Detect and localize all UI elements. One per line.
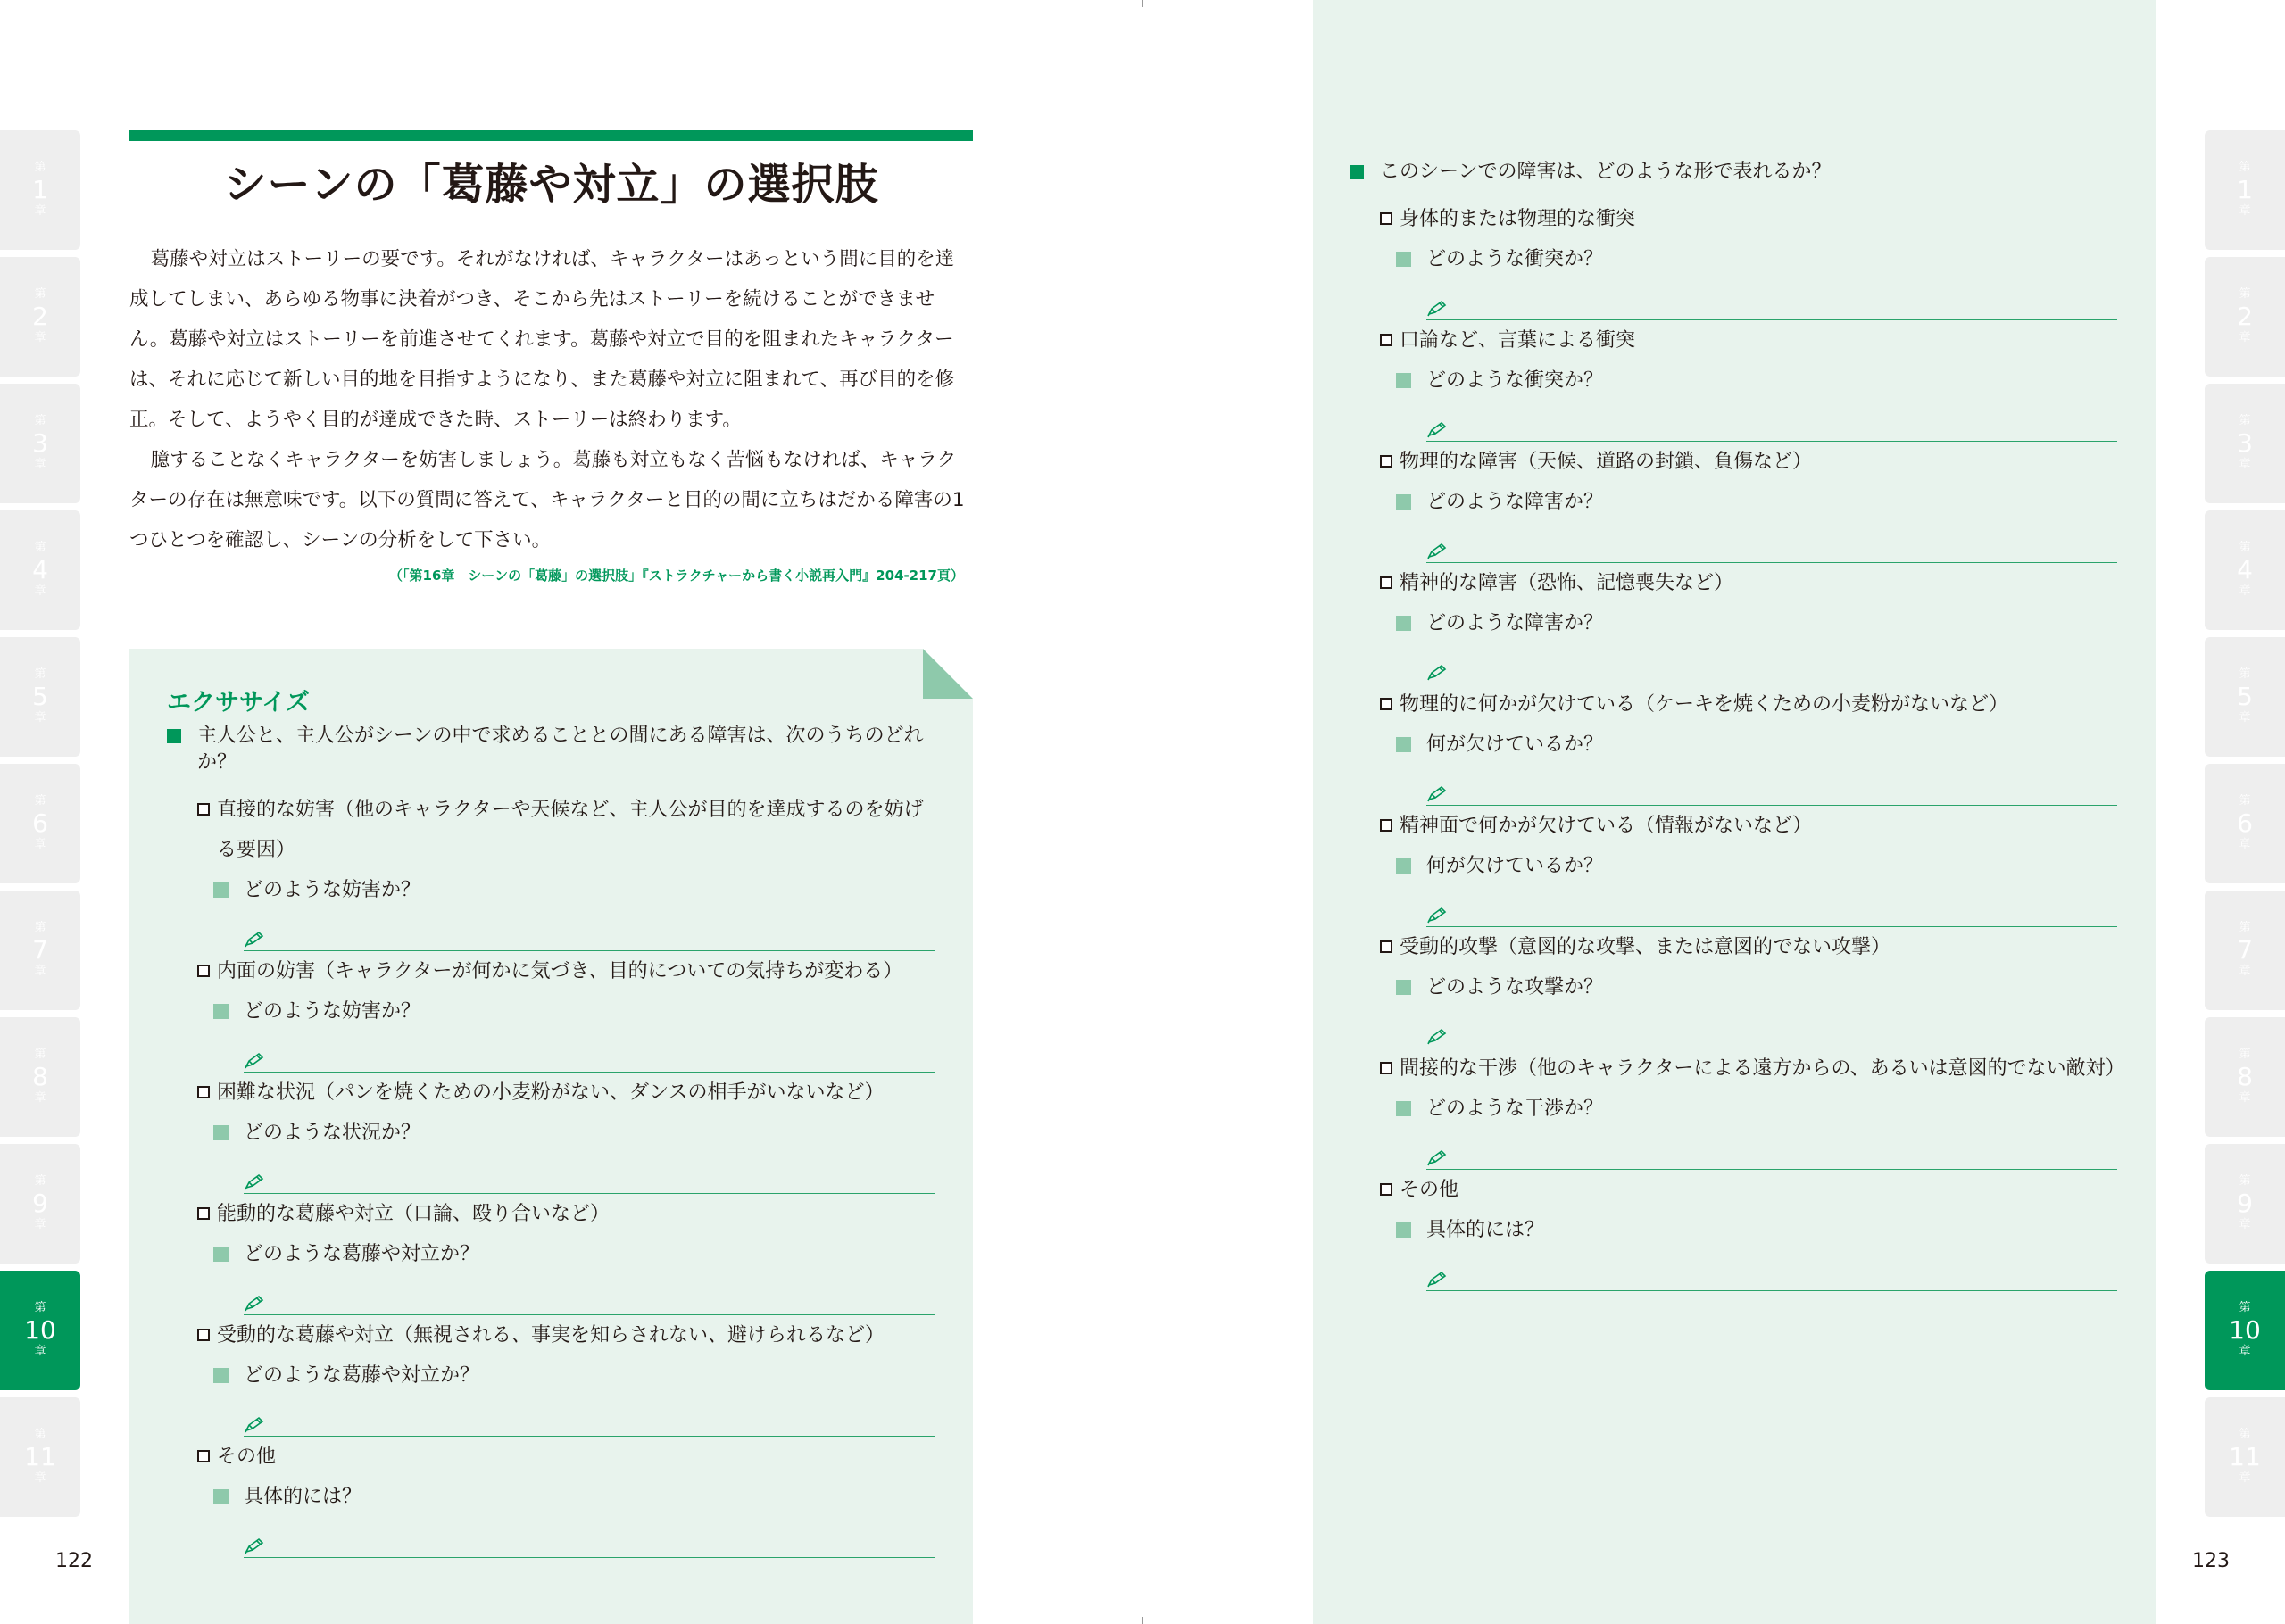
- chapter-tab-prefix: 第: [2239, 287, 2251, 302]
- answer-line[interactable]: [1426, 1007, 2117, 1048]
- chapter-tab-number: 7: [2237, 934, 2253, 965]
- option-item[interactable]: [1378, 927, 2117, 967]
- pencil-icon: [1426, 1148, 1450, 1166]
- pencil-icon: [244, 1051, 267, 1069]
- option-item[interactable]: [1378, 1170, 2117, 1210]
- answer-line[interactable]: [244, 910, 935, 951]
- chapter-tab-5[interactable]: [2205, 637, 2285, 757]
- folded-corner: [923, 649, 973, 699]
- pencil-icon: [244, 930, 267, 948]
- checkbox-icon[interactable]: [1380, 1183, 1392, 1196]
- chapter-tab-prefix: 第: [2239, 1428, 2251, 1442]
- checkbox-icon[interactable]: [197, 1450, 210, 1462]
- pencil-icon: [1426, 663, 1450, 681]
- question-text: 主人公と、主人公がシーンの中で求めることとの間にある障害は、次のうちのどれか？: [197, 725, 924, 774]
- checkbox-icon[interactable]: [1380, 698, 1392, 710]
- sub-question-text: どのような妨害か？: [244, 1000, 421, 1023]
- chapter-tab-2[interactable]: [2205, 257, 2285, 377]
- chapter-tab-suffix: 章: [2239, 458, 2251, 472]
- answer-line[interactable]: [1426, 765, 2117, 806]
- chapter-tab-number: 6: [2237, 808, 2253, 838]
- right-question-list: [1350, 159, 2125, 1291]
- checkbox-icon[interactable]: [1380, 334, 1392, 346]
- chapter-tab-number: 4: [32, 554, 48, 584]
- pencil-icon: [1426, 1027, 1450, 1045]
- chapter-tab-number: 7: [32, 934, 48, 965]
- exercise-question-list: [167, 723, 935, 1558]
- chapter-tab-8[interactable]: [0, 1017, 80, 1137]
- chapter-tab-2[interactable]: [0, 257, 80, 377]
- chapter-tab-number: 3: [32, 427, 48, 458]
- sub-question: [1396, 1210, 2117, 1250]
- square-bullet-icon: [213, 1368, 228, 1383]
- chapter-tab-number: 11: [2229, 1441, 2261, 1471]
- chapter-tab-10[interactable]: [2205, 1271, 2285, 1390]
- sub-question: [213, 1477, 935, 1517]
- chapter-tab-suffix: 章: [2239, 1471, 2251, 1486]
- option-item[interactable]: [1378, 806, 2117, 846]
- option-label: 間接的な干渉（他のキャラクターによる遠方からの、あるいは意図的でない敵対）: [1400, 1057, 2125, 1080]
- sub-question-text: どのような妨害か？: [244, 879, 421, 901]
- chapter-tab-prefix: 第: [2239, 667, 2251, 682]
- square-bullet-icon: [1396, 1101, 1411, 1116]
- chapter-tab-suffix: 章: [34, 1471, 46, 1486]
- chapter-tab-8[interactable]: [2205, 1017, 2285, 1137]
- sub-question-text: どのような干渉か？: [1426, 1098, 1604, 1120]
- page-number: 123: [2192, 1550, 2230, 1572]
- sub-question: [213, 870, 935, 910]
- option-label: 受動的な葛藤や対立（無視される、事実を知らされない、避けられるなど）: [217, 1324, 885, 1346]
- pencil-icon: [1426, 1270, 1450, 1288]
- answer-line[interactable]: [1426, 401, 2117, 442]
- chapter-tab-prefix: 第: [2239, 414, 2251, 428]
- square-bullet-icon: [1396, 252, 1411, 267]
- chapter-tab-9[interactable]: [2205, 1144, 2285, 1264]
- chapter-tab-prefix: 第: [2239, 1048, 2251, 1062]
- chapter-tab-suffix: 章: [34, 204, 46, 219]
- chapter-tab-number: 6: [32, 808, 48, 838]
- chapter-tab-number: 5: [2237, 681, 2253, 711]
- option-item[interactable]: [195, 1194, 935, 1234]
- chapter-tab-suffix: 章: [34, 1218, 46, 1232]
- square-bullet-icon: [1396, 373, 1411, 388]
- sub-question-text: どのような攻撃か？: [1426, 976, 1604, 998]
- chapter-tab-prefix: 第: [34, 1048, 46, 1062]
- sub-question: [213, 1234, 935, 1274]
- chapter-tab-number: 10: [2229, 1314, 2261, 1345]
- chapter-tab-3[interactable]: [2205, 384, 2285, 503]
- chapter-tab-prefix: 第: [34, 921, 46, 935]
- answer-line[interactable]: [244, 1396, 935, 1437]
- answer-line[interactable]: [1426, 522, 2117, 563]
- answer-line[interactable]: [1426, 643, 2117, 684]
- sub-question: [213, 1113, 935, 1153]
- intro-paragraph: 葛藤や対立はストーリーの要です。それがなければ、キャラクターはあっという間に目的を達成してしまい、あらゆる物事に決着がつき、そこから先はストーリーを続けることができません。葛藤や対立はストーリーを前進させてくれます。葛藤や対立で目的を阻まれたキャラクターは、それに応じて新しい目的地を目指すようになり、また葛藤や対立に阻まれて、再び目的を修正。そして、ようやく目的が達成できた時、ストーリーは終わります。: [129, 248, 955, 431]
- answer-line[interactable]: [244, 1274, 935, 1315]
- pencil-icon: [244, 1172, 267, 1190]
- chapter-tab-7[interactable]: [0, 891, 80, 1010]
- chapter-tab-suffix: 章: [2239, 1091, 2251, 1106]
- chapter-tab-suffix: 章: [2239, 711, 2251, 725]
- chapter-tab-suffix: 章: [34, 1091, 46, 1106]
- chapter-tab-prefix: 第: [34, 414, 46, 428]
- chapter-tab-4[interactable]: [2205, 510, 2285, 630]
- sub-question-text: 何が欠けているか？: [1426, 855, 1604, 877]
- option-label: 身体的または物理的な衝突: [1400, 208, 1636, 230]
- chapter-tab-6[interactable]: [2205, 764, 2285, 883]
- citation: （「第16章 シーンの「葛藤」の選択肢」『ストラクチャーから書く小説再入門』204-217頁）: [389, 568, 964, 584]
- exercise-panel: [129, 649, 973, 1624]
- sub-question-text: 具体的には？: [244, 1486, 362, 1508]
- chapter-tab-suffix: 章: [34, 838, 46, 852]
- chapter-tab-suffix: 章: [34, 711, 46, 725]
- chapter-tab-4[interactable]: [0, 510, 80, 630]
- page-title: シーンの「葛藤や対立」の選択肢: [223, 160, 879, 210]
- answer-line[interactable]: [1426, 886, 2117, 927]
- checkbox-icon[interactable]: [197, 965, 210, 977]
- pencil-icon: [244, 1415, 267, 1433]
- chapter-tab-prefix: 第: [34, 161, 46, 175]
- sub-question: [1396, 239, 2117, 279]
- chapter-tab-5[interactable]: [0, 637, 80, 757]
- option-item[interactable]: [1378, 684, 2117, 725]
- chapter-tab-number: 2: [2237, 301, 2253, 331]
- sub-question-text: 具体的には？: [1426, 1219, 1545, 1241]
- pencil-icon: [1426, 420, 1450, 438]
- option-label: 口論など、言葉による衝突: [1400, 329, 1636, 352]
- chapter-tab-number: 8: [32, 1061, 48, 1091]
- question: [167, 723, 935, 776]
- chapter-tab-prefix: 第: [34, 794, 46, 808]
- pencil-icon: [1426, 906, 1450, 924]
- chapter-tab-suffix: 章: [2239, 584, 2251, 599]
- answer-line[interactable]: [244, 1032, 935, 1073]
- option-label: 精神面で何かが欠けている（情報がないなど）: [1400, 815, 1813, 837]
- chapter-tab-prefix: 第: [34, 1301, 46, 1315]
- chapter-tab-suffix: 章: [2239, 331, 2251, 345]
- option-item[interactable]: [1378, 1048, 2125, 1089]
- option-item[interactable]: [195, 1315, 935, 1355]
- option-item[interactable]: [1378, 320, 2117, 360]
- crop-mark: [1142, 0, 1143, 7]
- sub-question: [213, 991, 935, 1032]
- chapter-tab-9[interactable]: [0, 1144, 80, 1264]
- sub-question: [213, 1355, 935, 1396]
- chapter-tab-prefix: 第: [2239, 1301, 2251, 1315]
- chapter-tab-suffix: 章: [34, 331, 46, 345]
- chapter-tab-7[interactable]: [2205, 891, 2285, 1010]
- square-bullet-icon: [1350, 165, 1364, 179]
- checkbox-icon[interactable]: [197, 803, 210, 816]
- chapter-tab-prefix: 第: [2239, 1174, 2251, 1189]
- checkbox-icon[interactable]: [1380, 576, 1392, 589]
- checkbox-icon[interactable]: [197, 1207, 210, 1220]
- chapter-tab-number: 1: [32, 174, 48, 204]
- option-label: 精神的な障害（恐怖、記憶喪失など）: [1400, 572, 1734, 594]
- chapter-tab-10[interactable]: [0, 1271, 80, 1390]
- chapter-tab-number: 2: [32, 301, 48, 331]
- title-rule: [129, 130, 973, 141]
- sub-question: [1396, 603, 2117, 643]
- chapter-tab-number: 3: [2237, 427, 2253, 458]
- pencil-icon: [1426, 299, 1450, 317]
- square-bullet-icon: [213, 882, 228, 898]
- answer-line[interactable]: [244, 1517, 935, 1558]
- option-label: 能動的な葛藤や対立（口論、殴り合いなど）: [217, 1203, 611, 1225]
- sub-question: [1396, 1089, 2117, 1129]
- chapter-tab-prefix: 第: [2239, 161, 2251, 175]
- chapter-tab-suffix: 章: [34, 458, 46, 472]
- sub-question-text: 何が欠けているか？: [1426, 733, 1604, 756]
- chapter-tab-prefix: 第: [2239, 541, 2251, 555]
- sub-question-text: どのような葛藤や対立か？: [244, 1243, 480, 1265]
- option-item[interactable]: [195, 951, 935, 991]
- question-text: このシーンでの障害は、どのような形で表れるか？: [1380, 161, 1832, 183]
- exercise-heading: エクササイズ: [167, 689, 310, 717]
- checkbox-icon[interactable]: [1380, 455, 1392, 468]
- chapter-tab-11[interactable]: [0, 1397, 80, 1517]
- sub-question-text: どのような障害か？: [1426, 491, 1604, 513]
- sub-question-text: どのような葛藤や対立か？: [244, 1364, 480, 1387]
- checkbox-icon[interactable]: [1380, 819, 1392, 832]
- option-label: その他: [1400, 1179, 1459, 1201]
- chapter-tab-prefix: 第: [2239, 921, 2251, 935]
- chapter-tab-1[interactable]: [2205, 130, 2285, 250]
- intro-paragraph: 臆することなくキャラクターを妨害しましょう。葛藤も対立もなく苦悩もなければ、キャラクターの存在は無意味です。以下の質問に答えて、キャラクターと目的の間に立ちはだかる障害の1つひとつを確認し、シーンの分析をして下さい。: [129, 449, 965, 551]
- sub-question: [1396, 846, 2117, 886]
- option-label: 受動的攻撃（意図的な攻撃、または意図的でない攻撃）: [1400, 936, 1891, 958]
- sub-question: [1396, 482, 2117, 522]
- square-bullet-icon: [1396, 1222, 1411, 1238]
- chapter-tab-11[interactable]: [2205, 1397, 2285, 1517]
- sub-question-text: どのような衝突か？: [1426, 248, 1604, 270]
- chapter-tab-suffix: 章: [2239, 1345, 2251, 1359]
- sub-question: [1396, 360, 2117, 401]
- chapter-tab-1[interactable]: [0, 130, 80, 250]
- option-item[interactable]: [1378, 442, 2117, 482]
- option-item[interactable]: [195, 790, 935, 870]
- square-bullet-icon: [1396, 858, 1411, 874]
- chapter-tab-3[interactable]: [0, 384, 80, 503]
- chapter-tab-suffix: 章: [34, 584, 46, 599]
- answer-line[interactable]: [1426, 1129, 2117, 1170]
- square-bullet-icon: [1396, 980, 1411, 995]
- chapter-tab-number: 1: [2237, 174, 2253, 204]
- chapter-tab-6[interactable]: [0, 764, 80, 883]
- chapter-tab-number: 9: [2237, 1188, 2253, 1218]
- option-label: 物理的な障害（天候、道路の封鎖、負傷など）: [1400, 451, 1813, 473]
- page-number: 122: [55, 1550, 93, 1572]
- checkbox-icon[interactable]: [197, 1329, 210, 1341]
- pencil-icon: [244, 1294, 267, 1312]
- chapter-tab-number: 9: [32, 1188, 48, 1218]
- square-bullet-icon: [1396, 494, 1411, 510]
- chapter-tab-suffix: 章: [2239, 838, 2251, 852]
- chapter-tab-number: 4: [2237, 554, 2253, 584]
- chapter-tab-suffix: 章: [2239, 204, 2251, 219]
- answer-line[interactable]: [1426, 279, 2117, 320]
- option-item[interactable]: [1378, 563, 2117, 603]
- checkbox-icon[interactable]: [1380, 940, 1392, 953]
- chapter-tab-number: 5: [32, 681, 48, 711]
- chapter-tab-prefix: 第: [34, 1174, 46, 1189]
- sub-question-text: どのような障害か？: [1426, 612, 1604, 634]
- left-page: [0, 0, 1142, 1624]
- square-bullet-icon: [167, 729, 181, 743]
- crop-mark: [1142, 1617, 1143, 1624]
- square-bullet-icon: [213, 1489, 228, 1504]
- question: [1350, 159, 2117, 186]
- checkbox-icon[interactable]: [197, 1086, 210, 1098]
- option-item[interactable]: [1378, 199, 2117, 239]
- chapter-tab-suffix: 章: [34, 1345, 46, 1359]
- intro-text: [129, 239, 973, 560]
- sub-question-text: どのような状況か？: [244, 1122, 421, 1144]
- option-label: 物理的に何かが欠けている（ケーキを焼くための小麦粉がないなど）: [1400, 693, 2009, 716]
- chapter-tab-prefix: 第: [34, 541, 46, 555]
- chapter-tab-suffix: 章: [2239, 965, 2251, 979]
- chapter-tab-prefix: 第: [2239, 794, 2251, 808]
- option-label: 内面の妨害（キャラクターが何かに気づき、目的についての気持ちが変わる）: [217, 960, 903, 982]
- chapter-tab-number: 8: [2237, 1061, 2253, 1091]
- sub-question: [1396, 725, 2117, 765]
- chapter-tab-suffix: 章: [2239, 1218, 2251, 1232]
- chapter-tab-number: 11: [24, 1441, 56, 1471]
- square-bullet-icon: [213, 1125, 228, 1140]
- option-item[interactable]: [195, 1437, 935, 1477]
- option-label: 困難な状況（パンを焼くための小麦粉がない、ダンスの相手がいないなど）: [217, 1081, 885, 1104]
- chapter-tab-prefix: 第: [34, 1428, 46, 1442]
- sub-question-text: どのような衝突か？: [1426, 369, 1604, 392]
- pencil-icon: [244, 1537, 267, 1554]
- pencil-icon: [1426, 784, 1450, 802]
- chapter-tab-prefix: 第: [34, 287, 46, 302]
- square-bullet-icon: [1396, 737, 1411, 752]
- option-item[interactable]: [195, 1073, 935, 1113]
- option-label: 直接的な妨害（他のキャラクターや天候など、主人公が目的を達成するのを妨げる要因）: [217, 799, 924, 861]
- square-bullet-icon: [213, 1004, 228, 1019]
- pencil-icon: [1426, 542, 1450, 559]
- sub-question: [1396, 967, 2117, 1007]
- option-label: その他: [217, 1446, 277, 1468]
- chapter-tab-number: 10: [24, 1314, 56, 1345]
- answer-line[interactable]: [244, 1153, 935, 1194]
- chapter-tab-suffix: 章: [34, 965, 46, 979]
- square-bullet-icon: [1396, 616, 1411, 631]
- answer-line[interactable]: [1426, 1250, 2117, 1291]
- chapter-tab-prefix: 第: [34, 667, 46, 682]
- checkbox-icon[interactable]: [1380, 1062, 1392, 1074]
- checkbox-icon[interactable]: [1380, 212, 1392, 225]
- square-bullet-icon: [213, 1247, 228, 1262]
